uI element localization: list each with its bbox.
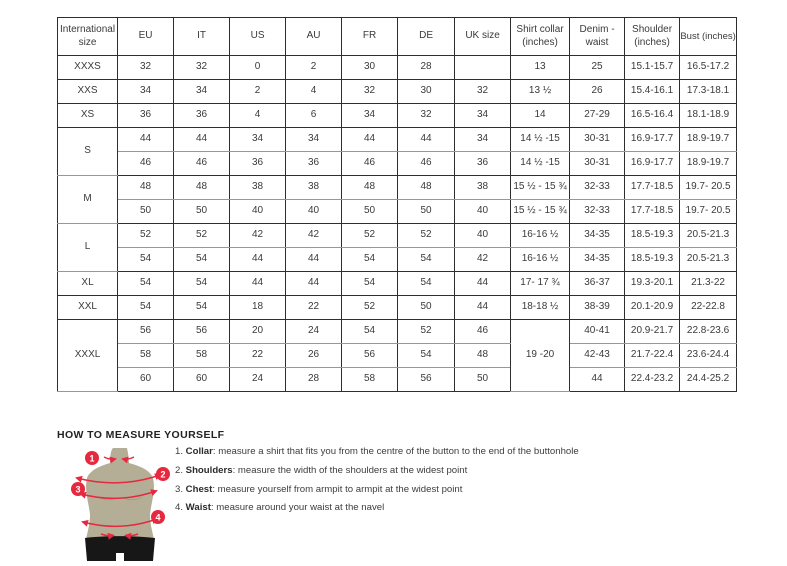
value-cell: 30: [342, 56, 398, 80]
value-cell: 16.9-17.7: [625, 152, 680, 176]
value-cell: 40: [286, 200, 342, 224]
column-header-bust-inches: Bust (inches): [680, 18, 737, 56]
column-header-de: DE: [398, 18, 455, 56]
column-header-denim-waist: Denim - waist: [570, 18, 625, 56]
value-cell: 50: [398, 296, 455, 320]
value-cell: 18: [230, 296, 286, 320]
table-row: [58, 104, 737, 128]
value-cell: 22.8-23.6: [680, 320, 737, 344]
value-cell: 18-18 ½: [511, 296, 570, 320]
value-cell: 48: [174, 176, 230, 200]
value-cell: 6: [286, 104, 342, 128]
value-cell: 15 ½ - 15 ¾: [511, 176, 570, 200]
table-row: [58, 320, 737, 344]
value-cell: 44: [342, 128, 398, 152]
column-header-shirt-collar-inches: Shirt collar (inches): [511, 18, 570, 56]
value-cell: 56: [174, 320, 230, 344]
column-header-us: US: [230, 18, 286, 56]
table-row: [58, 56, 737, 80]
value-cell: 21.3-22: [680, 272, 737, 296]
size-label-cell: S: [58, 128, 118, 176]
value-cell: 13 ½: [511, 80, 570, 104]
value-cell: 34: [118, 80, 174, 104]
mannequin-illustration: [64, 447, 176, 565]
table-row: [58, 200, 737, 224]
value-cell: 16.5-16.4: [625, 104, 680, 128]
value-cell: 56: [398, 368, 455, 392]
value-cell: 52: [342, 296, 398, 320]
value-cell: 42: [230, 224, 286, 248]
table-row: [58, 272, 737, 296]
value-cell: 38: [286, 176, 342, 200]
value-cell: 48: [455, 344, 511, 368]
value-cell: 40-41: [570, 320, 625, 344]
value-cell: 19.3-20.1: [625, 272, 680, 296]
value-cell: 2: [230, 80, 286, 104]
value-cell: 44: [398, 128, 455, 152]
value-cell: 42: [455, 248, 511, 272]
value-cell: 52: [118, 224, 174, 248]
column-header-uk-size: UK size: [455, 18, 511, 56]
value-cell: 48: [398, 176, 455, 200]
value-cell: 32: [118, 56, 174, 80]
column-header-fr: FR: [342, 18, 398, 56]
value-cell: 14 ½ -15: [511, 152, 570, 176]
value-cell: 22: [230, 344, 286, 368]
badge-4-number: 4: [155, 512, 161, 523]
value-cell: 19 -20: [511, 320, 570, 392]
measure-instruction: 4. Waist: measure around your waist at the navel: [175, 502, 385, 514]
value-cell: 58: [118, 344, 174, 368]
measure-instructions-list: [175, 447, 750, 522]
value-cell: 16-16 ½: [511, 224, 570, 248]
value-cell: 13: [511, 56, 570, 80]
value-cell: 32: [174, 56, 230, 80]
value-cell: 56: [118, 320, 174, 344]
table-row: [58, 248, 737, 272]
value-cell: 44: [174, 128, 230, 152]
value-cell: 22-22.8: [680, 296, 737, 320]
value-cell: 54: [398, 344, 455, 368]
measure-instruction: 1. Collar: measure a shirt that fits you from the centre of the button to the end of the buttonhole: [175, 446, 579, 457]
value-cell: 44: [455, 296, 511, 320]
value-cell: 17- 17 ¾: [511, 272, 570, 296]
value-cell: 27-29: [570, 104, 625, 128]
table-row: [58, 224, 737, 248]
value-cell: 15 ½ - 15 ¾: [511, 200, 570, 224]
size-label-cell: L: [58, 224, 118, 272]
size-chart-body: [58, 56, 737, 392]
value-cell: 28: [286, 368, 342, 392]
value-cell: 52: [398, 224, 455, 248]
value-cell: 44: [230, 272, 286, 296]
value-cell: 38: [230, 176, 286, 200]
value-cell: 60: [118, 368, 174, 392]
value-cell: 36: [455, 152, 511, 176]
value-cell: 40: [455, 224, 511, 248]
table-row: [58, 152, 737, 176]
value-cell: 24: [286, 320, 342, 344]
size-label-cell: XXXS: [58, 56, 118, 80]
value-cell: 22: [286, 296, 342, 320]
value-cell: 20.5-21.3: [680, 224, 737, 248]
value-cell: 44: [230, 248, 286, 272]
value-cell: 54: [118, 272, 174, 296]
value-cell: 30-31: [570, 128, 625, 152]
value-cell: 21.7-22.4: [625, 344, 680, 368]
value-cell: 38: [455, 176, 511, 200]
badge-2-number: 2: [160, 469, 166, 480]
value-cell: 18.1-18.9: [680, 104, 737, 128]
value-cell: 58: [342, 368, 398, 392]
value-cell: 38-39: [570, 296, 625, 320]
measure-section-title: HOW TO MEASURE YOURSELF: [57, 429, 225, 441]
value-cell: 54: [174, 272, 230, 296]
value-cell: 54: [342, 320, 398, 344]
value-cell: 36-37: [570, 272, 625, 296]
value-cell: 2: [286, 56, 342, 80]
value-cell: 23.6-24.4: [680, 344, 737, 368]
value-cell: 17.7-18.5: [625, 200, 680, 224]
value-cell: 36: [174, 104, 230, 128]
value-cell: 46: [118, 152, 174, 176]
value-cell: 50: [398, 200, 455, 224]
value-cell: 28: [398, 56, 455, 80]
value-cell: 16.5-17.2: [680, 56, 737, 80]
value-cell: 42: [286, 224, 342, 248]
value-cell: 34: [286, 128, 342, 152]
value-cell: 54: [118, 248, 174, 272]
value-cell: 60: [174, 368, 230, 392]
size-label-cell: XL: [58, 272, 118, 296]
table-row: [58, 368, 737, 392]
value-cell: 46: [174, 152, 230, 176]
value-cell: 50: [174, 200, 230, 224]
value-cell: 34-35: [570, 224, 625, 248]
table-row: [58, 296, 737, 320]
value-cell: 4: [286, 80, 342, 104]
value-cell: 17.7-18.5: [625, 176, 680, 200]
badge-1-number: 1: [89, 453, 95, 464]
value-cell: 40: [455, 200, 511, 224]
value-cell: 32-33: [570, 200, 625, 224]
value-cell: 15.1-15.7: [625, 56, 680, 80]
column-header-international-size: International size: [58, 18, 118, 56]
value-cell: 56: [342, 344, 398, 368]
table-row: [58, 176, 737, 200]
value-cell: 18.9-19.7: [680, 128, 737, 152]
value-cell: 52: [398, 320, 455, 344]
value-cell: 54: [342, 248, 398, 272]
value-cell: [455, 56, 511, 80]
measure-instruction: 3. Chest: measure yourself from armpit to armpit at the widest point: [175, 483, 463, 495]
size-label-cell: XS: [58, 104, 118, 128]
header-row: [58, 18, 737, 56]
column-header-it: IT: [174, 18, 230, 56]
value-cell: 20.1-20.9: [625, 296, 680, 320]
measure-instruction: 2. Shoulders: measure the width of the shoulders at the widest point: [175, 464, 468, 476]
value-cell: 36: [118, 104, 174, 128]
value-cell: 32: [398, 104, 455, 128]
value-cell: 52: [174, 224, 230, 248]
value-cell: 44: [286, 248, 342, 272]
value-cell: 46: [455, 320, 511, 344]
value-cell: 54: [118, 296, 174, 320]
value-cell: 18.5-19.3: [625, 224, 680, 248]
value-cell: 18.9-19.7: [680, 152, 737, 176]
value-cell: 19.7- 20.5: [680, 200, 737, 224]
value-cell: 50: [455, 368, 511, 392]
shorts: [85, 536, 155, 561]
value-cell: 34: [455, 104, 511, 128]
value-cell: 22.4-23.2: [625, 368, 680, 392]
value-cell: 19.7- 20.5: [680, 176, 737, 200]
value-cell: 50: [342, 200, 398, 224]
value-cell: 30-31: [570, 152, 625, 176]
size-chart-table: [57, 17, 737, 392]
value-cell: 44: [118, 128, 174, 152]
table-row: [58, 80, 737, 104]
value-cell: 44: [286, 272, 342, 296]
value-cell: 32: [455, 80, 511, 104]
value-cell: 48: [118, 176, 174, 200]
size-label-cell: XXL: [58, 296, 118, 320]
column-header-au: AU: [286, 18, 342, 56]
value-cell: 40: [230, 200, 286, 224]
column-header-shoulder-inches: Shoulder (inches): [625, 18, 680, 56]
value-cell: 46: [398, 152, 455, 176]
value-cell: 14 ½ -15: [511, 128, 570, 152]
value-cell: 26: [286, 344, 342, 368]
value-cell: 26: [570, 80, 625, 104]
size-label-cell: M: [58, 176, 118, 224]
value-cell: 32-33: [570, 176, 625, 200]
size-chart-header: [58, 18, 737, 56]
value-cell: 20: [230, 320, 286, 344]
table-row: [58, 344, 737, 368]
value-cell: 46: [342, 152, 398, 176]
value-cell: 48: [342, 176, 398, 200]
value-cell: 54: [342, 272, 398, 296]
value-cell: 34-35: [570, 248, 625, 272]
value-cell: 54: [174, 248, 230, 272]
value-cell: 24.4-25.2: [680, 368, 737, 392]
value-cell: 34: [230, 128, 286, 152]
value-cell: 42-43: [570, 344, 625, 368]
value-cell: 20.5-21.3: [680, 248, 737, 272]
value-cell: 15.4-16.1: [625, 80, 680, 104]
value-cell: 34: [342, 104, 398, 128]
value-cell: 24: [230, 368, 286, 392]
value-cell: 30: [398, 80, 455, 104]
table-row: [58, 128, 737, 152]
value-cell: 34: [455, 128, 511, 152]
value-cell: 36: [286, 152, 342, 176]
value-cell: 44: [570, 368, 625, 392]
value-cell: 58: [174, 344, 230, 368]
value-cell: 36: [230, 152, 286, 176]
value-cell: 44: [455, 272, 511, 296]
value-cell: 0: [230, 56, 286, 80]
value-cell: 20.9-21.7: [625, 320, 680, 344]
value-cell: 50: [118, 200, 174, 224]
value-cell: 18.5-19.3: [625, 248, 680, 272]
size-label-cell: XXS: [58, 80, 118, 104]
value-cell: 16-16 ½: [511, 248, 570, 272]
value-cell: 54: [174, 296, 230, 320]
value-cell: 54: [398, 272, 455, 296]
value-cell: 34: [174, 80, 230, 104]
value-cell: 17.3-18.1: [680, 80, 737, 104]
badge-3-number: 3: [75, 484, 81, 495]
value-cell: 32: [342, 80, 398, 104]
size-label-cell: XXXL: [58, 320, 118, 392]
value-cell: 14: [511, 104, 570, 128]
value-cell: 52: [342, 224, 398, 248]
column-header-eu: EU: [118, 18, 174, 56]
value-cell: 16.9-17.7: [625, 128, 680, 152]
value-cell: 4: [230, 104, 286, 128]
value-cell: 25: [570, 56, 625, 80]
value-cell: 54: [398, 248, 455, 272]
